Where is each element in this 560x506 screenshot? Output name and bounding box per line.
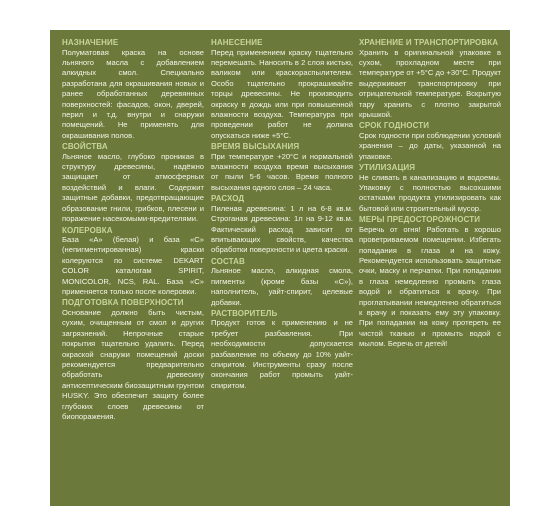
heading-tinting: КОЛЕРОВКА [62, 225, 113, 235]
text-tinting: База «А» (белая) и база «С» (непигментированная) краски колеруются по системе DEKART COLOR каталогам SPIRIT, MONICOLOR, NCS, RAL. База «С» применяется только после колеровки. [62, 235, 204, 297]
text-storage: Хранить в оригинальной упаковке в сухом, прохладном месте при температуре от +5°С до +30°С. Продукт выдерживает транспортировку при отрицательной температуре. Вскрытую тару хранить с плотно закрытой крышкой. [359, 47, 501, 119]
heading-storage: ХРАНЕНИЕ И ТРАНСПОРТИРОВКА [359, 38, 499, 47]
heading-composition: СОСТАВ [211, 256, 245, 266]
text-purpose: Полуматовая краска на основе льняного масла с добавлением алкидных смол. Специально разработана для окрашивания новых и ранее обработанных деревянных поверхностей: фасадов, окон, дверей, перил и т.д. внутри и снаружи помещений. Не применять для окрашивания полов. [62, 47, 204, 140]
heading-surface-prep: ПОДГОТОВКА ПОВЕРХНОСТИ [62, 298, 184, 308]
text-precautions: Беречь от огня! Работать в хорошо проветриваемом помещении. Избегать попадания в глаза и на кожу. Рекомендуется использовать защитные очки, маску и перчатки. При попадании в глаза немедленно промыть глаза водой и обратиться к врачу. При проглатывании немедленно обратиться к врачу и показать ему эту упаковку. При попадании на кожу протереть ее чистой тканью и промыть водой с мылом. Беречь от детей! [359, 224, 501, 349]
text-composition: Льняное масло, алкидная смола, пигменты (кроме базы «С»), наполнитель, уайт-спирит, целевые добавки. [211, 266, 353, 307]
text-application: Перед применением краску тщательно перемешать. Наносить в 2 слоя кистью, валиком или краскораспылителем. Особо тщательно прокрашивайте торцы древесины. Не производить окраску в дождь или при повышенной влажности воздуха. Температура при проведении работ не должна опускаться ниже +5°С. [211, 47, 353, 140]
heading-solvent: РАСТВОРИТЕЛЬ [211, 308, 278, 318]
text-drying-time: При температуре +20°С и нормальной влажности воздуха время высыхания от пыли 5-6 часов. Время полного высыхания одного слоя – 24 часа. [211, 151, 353, 192]
column-1 [62, 38, 204, 423]
column-2 [211, 38, 353, 392]
heading-properties: СВОЙСТВА [62, 142, 108, 152]
text-shelf-life: Срок годности при соблюдении условий хранения – до даты, указанной на упаковке. [359, 130, 501, 161]
column-3 [359, 38, 501, 351]
heading-application: НАНЕСЕНИЕ [211, 38, 263, 47]
heading-shelf-life: СРОК ГОДНОСТИ [359, 121, 430, 131]
text-consumption: Пиленая древесина: 1 л на 6-8 кв.м. Строганая древесина: 1л на 9-12 кв.м. Фактический расход зависит от впитывающих свойств, качества обработки поверхности и цвета краски. [211, 203, 353, 255]
heading-drying-time: ВРЕМЯ ВЫСЫХАНИЯ [211, 142, 300, 152]
text-surface-prep: Основание должно быть чистым, сухим, очищенным от смол и других загрязнений. Непрочные старые покрытия тщательно удалить. Перед окраской снаружи помещений доски рекомендуется предварительно обработать древесину антисептическим биозащитным грунтом HUSKY. Это обеспечит защиту более глубоких слоев древесины от биопоражения. [62, 307, 204, 421]
product-label-panel [50, 30, 510, 506]
heading-precautions: МЕРЫ ПРЕДОСТОРОЖНОСТИ [359, 215, 481, 225]
heading-purpose: НАЗНАЧЕНИЕ [62, 38, 119, 47]
heading-consumption: РАСХОД [211, 194, 245, 204]
heading-disposal: УТИЛИЗАЦИЯ [359, 163, 416, 173]
text-solvent: Продукт готов к применению и не требует разбавления. При необходимости допускается разбавление по объему до 10% уайт-спиритом. Инструменты сразу после окончания работ промыть уайт-спиритом. [211, 318, 353, 390]
text-properties: Льняное масло, глубоко проникая в структуру древесины, надёжно защищает от атмосферных воздействий и влаги. Содержит защитные добавки, предотвращающие образование гнили, грибков, плесени и поражение насекомыми-вредителями. [62, 151, 204, 224]
text-disposal: Не сливать в канализацию и водоемы. Упаковку с полностью высохшими остатками продукта утилизировать как бытовой или строительный мусор. [359, 172, 501, 213]
